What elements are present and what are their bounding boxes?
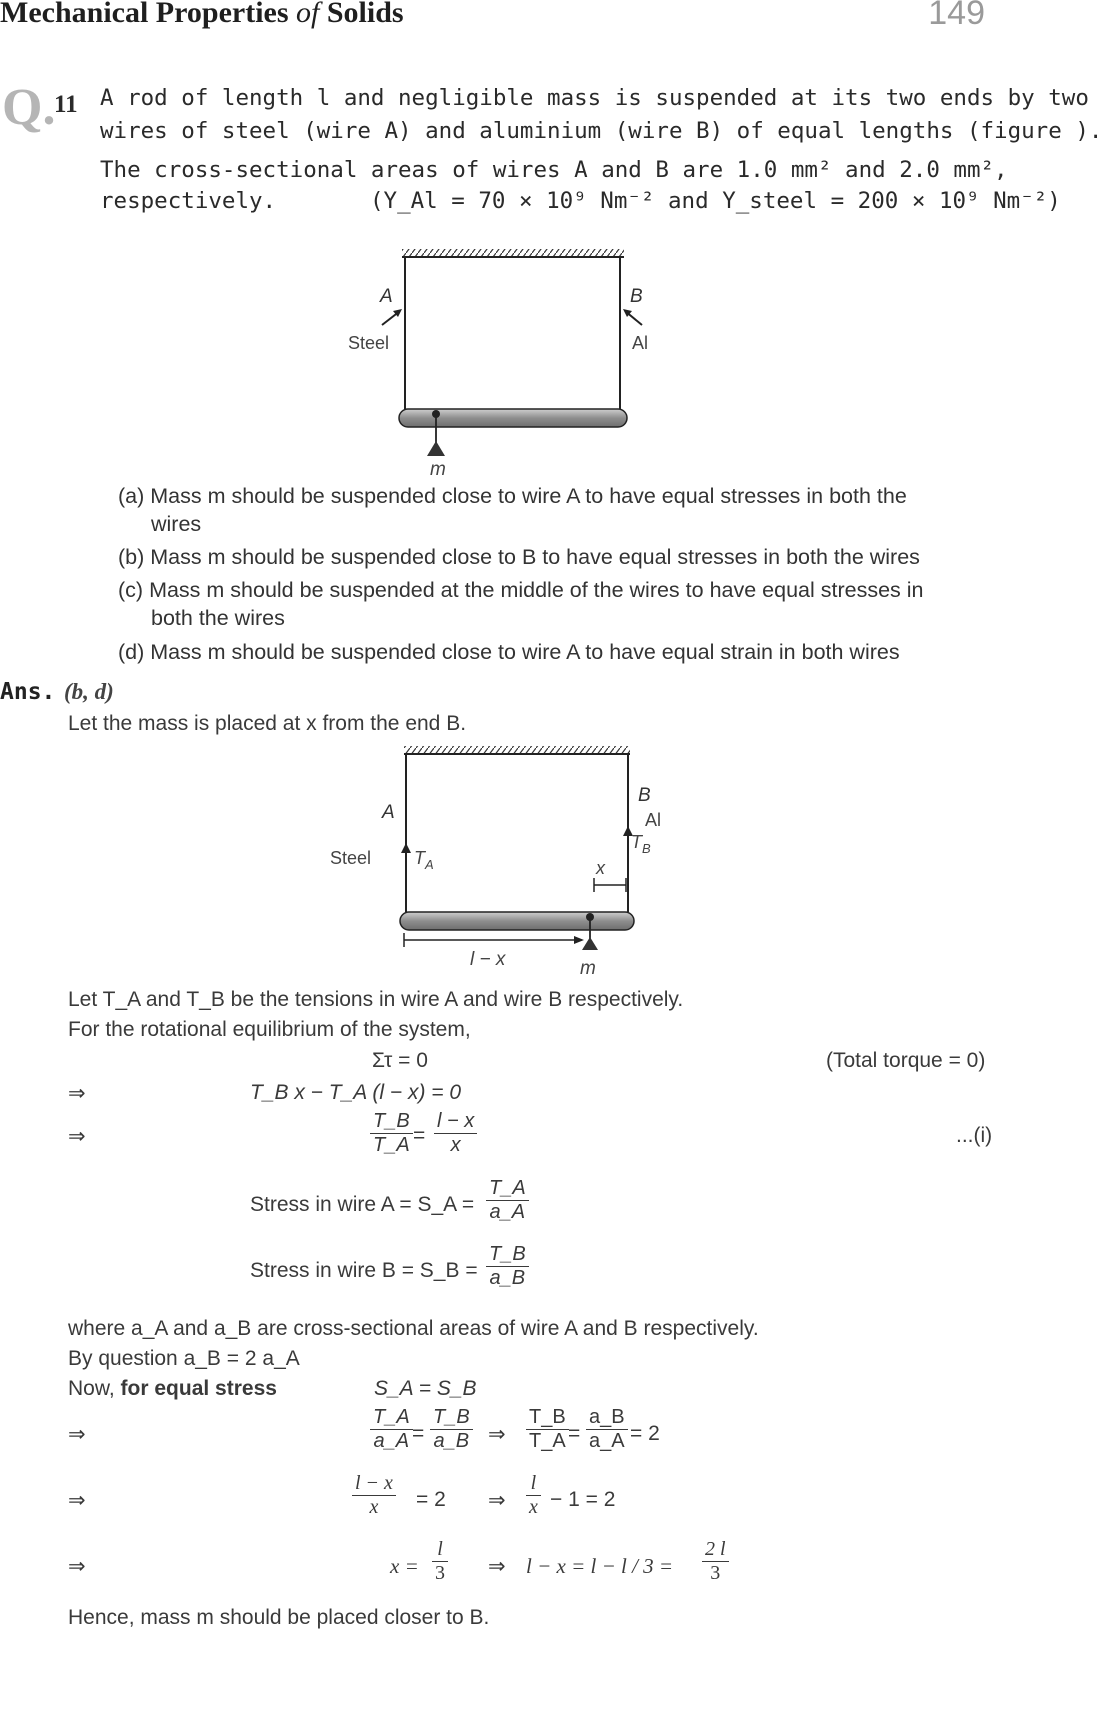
fraction-stress-a: [486, 1177, 529, 1224]
question-line: A rod of length l and negligible mass is suspended at its two ends by two: [100, 85, 1089, 111]
fraction-den: a_B: [489, 1267, 526, 1289]
question-line: wires of steel (wire A) and aluminium (wire B) of equal lengths (figure ).: [100, 118, 1102, 144]
eq-equals-2: = 2: [416, 1488, 446, 1511]
fraction-stress-b: [486, 1243, 529, 1290]
fraction-l-x: [526, 1472, 541, 1519]
label-al: Al: [645, 810, 662, 830]
label-m: m: [580, 958, 596, 979]
fraction-tb-ab: [430, 1406, 473, 1453]
line-tensions: Let T_A and T_B be the tensions in wire A and wire B respectively.: [68, 988, 684, 1011]
option-b: [118, 545, 920, 570]
fraction-tb-ta-2: [526, 1406, 569, 1453]
option-text: Mass m should be suspended close to wire A to have equal stresses in both the: [150, 484, 907, 508]
fraction-den: T_A: [529, 1430, 566, 1452]
implies-symbol: ⇒: [488, 1423, 506, 1446]
question-line: The cross-sectional areas of wires A and B are 1.0 mm² and 2.0 mm²,: [100, 157, 1008, 183]
fraction-num: l: [437, 1538, 443, 1560]
lx-arrowhead-icon: [574, 936, 584, 944]
fraction-ab-aa: [586, 1406, 628, 1453]
label-a: A: [380, 286, 393, 307]
mass-weight-icon: [582, 937, 598, 950]
fraction-num: T_B: [373, 1110, 410, 1132]
label-al: Al: [632, 333, 649, 353]
fraction-num: T_A: [373, 1406, 410, 1428]
equals: =: [413, 1124, 426, 1147]
label-tb-sub: B: [642, 841, 651, 856]
ceiling-hatch: [402, 249, 624, 257]
question-number: 11: [54, 91, 78, 118]
label-ta-sub: A: [425, 857, 434, 872]
fraction-den: 3: [710, 1562, 721, 1584]
tension-a-arrowhead-icon: [401, 843, 411, 853]
line-by-question: By question a_B = 2 a_A: [68, 1347, 300, 1370]
fraction-lx-x: [434, 1110, 477, 1157]
title-part: Mechanical Properties: [0, 0, 297, 29]
eq-label-i: ...(i): [956, 1124, 993, 1147]
fraction-den: 3: [435, 1562, 445, 1584]
implies-symbol: ⇒: [488, 1555, 506, 1578]
fraction-num: l − x: [437, 1110, 475, 1132]
equals: =: [568, 1422, 581, 1445]
label-a: A: [382, 802, 395, 823]
fraction-l-3: [432, 1538, 448, 1585]
option-a: [118, 484, 907, 509]
fraction-lx-x-2: [352, 1472, 396, 1519]
fraction-den: a_A: [589, 1430, 625, 1452]
fraction-tb-ta: [370, 1110, 413, 1157]
label-tb: [631, 832, 651, 856]
figure-tensions: [320, 740, 660, 990]
line-now-bold: for equal stress: [120, 1377, 277, 1400]
fraction-num: 2 l: [705, 1538, 726, 1560]
fraction-den: x: [450, 1134, 461, 1156]
ceiling-hatch: [404, 746, 630, 754]
implies-symbol: ⇒: [68, 1125, 86, 1148]
label-m: m: [430, 459, 446, 480]
fraction-num: T_A: [489, 1177, 526, 1199]
title-of: of: [296, 0, 320, 29]
label-steel: Steel: [330, 848, 372, 868]
eq-equals-2: = 2: [630, 1422, 660, 1445]
implies-symbol: ⇒: [68, 1423, 86, 1446]
line-now-text: Now,: [68, 1377, 121, 1400]
option-text: Mass m should be suspended close to wire A to have equal strain in both wires: [150, 640, 900, 664]
title-part: Solids: [319, 0, 404, 29]
fraction-den: T_A: [373, 1134, 410, 1156]
line-where: where a_A and a_B are cross-sectional areas of wire A and B respectively.: [68, 1317, 759, 1340]
fraction-num: T_B: [433, 1406, 470, 1428]
figure-rod-wires: [340, 245, 649, 480]
fraction-den: a_A: [489, 1201, 526, 1223]
eq-sa-sb: S_A = S_B: [374, 1377, 477, 1400]
option-a-cont: wires: [151, 512, 202, 536]
label-ta-t: T: [414, 848, 425, 868]
implies-symbol: ⇒: [68, 1555, 86, 1578]
option-key: (a): [118, 484, 145, 508]
fraction-num: T_B: [529, 1406, 566, 1428]
eq-x: x =: [390, 1554, 419, 1578]
question-line-modulus: (Y_Al = 70 × 10⁹ Nm⁻² and Y_steel = 200 × 10⁹ Nm⁻²): [370, 188, 1061, 214]
fraction-num: l: [530, 1472, 537, 1494]
conclusion: Hence, mass m should be placed closer to B.: [68, 1606, 490, 1629]
fraction-ta-aa: [370, 1406, 413, 1453]
line-rotational: For the rotational equilibrium of the system,: [68, 1018, 471, 1041]
fraction-2l-3: [702, 1538, 729, 1585]
label-b: B: [638, 785, 651, 806]
question-mark: Q.: [2, 79, 56, 136]
implies-symbol: ⇒: [68, 1489, 86, 1512]
implies-symbol: ⇒: [68, 1082, 86, 1105]
option-c: [118, 578, 924, 603]
page-number: 149: [928, 0, 985, 32]
implies-symbol: ⇒: [488, 1489, 506, 1512]
fraction-den: x: [369, 1496, 379, 1518]
label-x: x: [596, 858, 605, 878]
label-tb-t: T: [631, 832, 642, 852]
label-ta: [414, 848, 434, 872]
equals: =: [412, 1422, 425, 1445]
answer-value: (b, d): [64, 679, 114, 704]
mass-weight-icon: [427, 441, 445, 456]
eq-torque: Στ = 0: [372, 1049, 428, 1072]
label-steel: Steel: [348, 333, 390, 353]
eq-l-minus-x: l − x = l − l / 3 =: [526, 1554, 674, 1578]
fraction-num: T_B: [489, 1243, 526, 1265]
label-b: B: [630, 286, 643, 307]
stress-a-label: Stress in wire A = S_A =: [250, 1193, 475, 1216]
option-c-cont: both the wires: [151, 606, 285, 630]
option-key: (c): [118, 578, 144, 602]
answer-intro: Let the mass is placed at x from the end B.: [68, 712, 467, 735]
fraction-den: a_A: [373, 1430, 410, 1452]
stress-b-label: Stress in wire B = S_B =: [250, 1259, 478, 1282]
fraction-den: x: [529, 1496, 538, 1518]
label-lx: l − x: [470, 949, 506, 970]
eq-minus-one: − 1 = 2: [550, 1488, 616, 1511]
option-text: Mass m should be suspended at the middle of the wires to have equal stresses in: [149, 578, 924, 602]
eq-tb: T_B x − T_A (l − x) = 0: [250, 1081, 462, 1104]
note-torque: (Total torque = 0): [826, 1049, 986, 1072]
option-d: [118, 640, 900, 665]
line-now: [68, 1377, 277, 1401]
rod: [400, 912, 634, 930]
option-key: (b): [118, 545, 145, 569]
fraction-den: a_B: [433, 1430, 470, 1452]
option-text: Mass m should be suspended close to B to have equal stresses in both the wires: [150, 545, 920, 569]
chapter-title: [0, 0, 404, 30]
fraction-num: a_B: [589, 1406, 625, 1428]
answer-label: Ans.: [0, 679, 56, 705]
option-key: (d): [118, 640, 145, 664]
question-line: respectively.: [100, 188, 277, 214]
fraction-num: l − x: [355, 1472, 393, 1494]
